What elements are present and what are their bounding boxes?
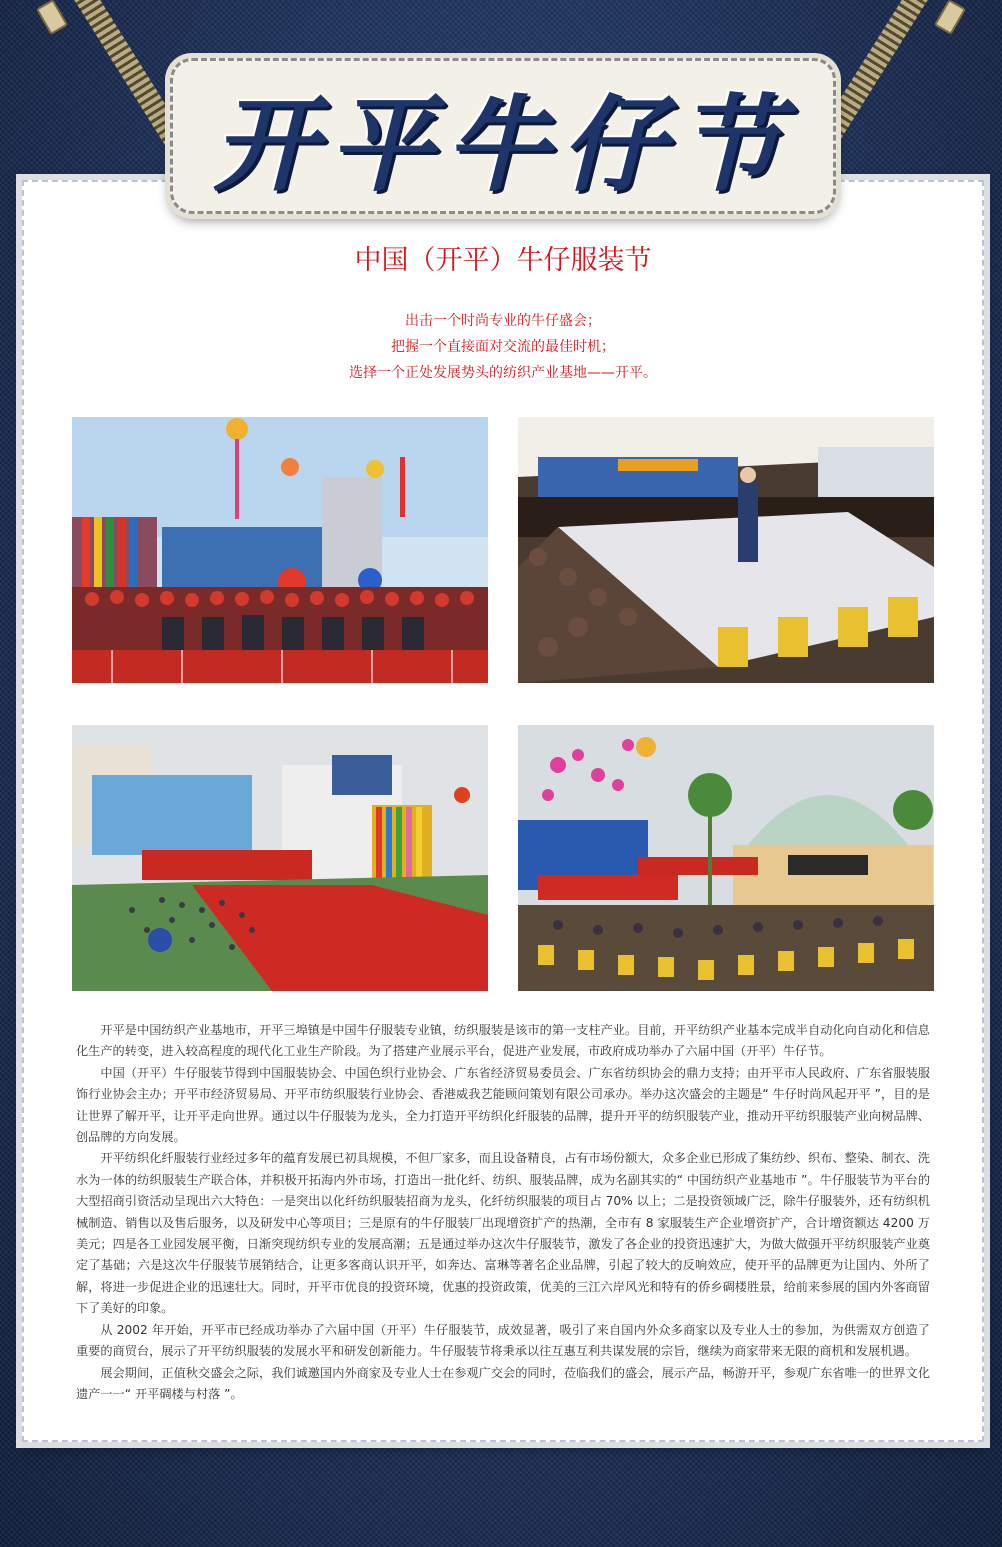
paragraph-5: 展会期间，正值秋交盛会之际，我们诚邀国内外商家及专业人士在参观广交会的同时，莅临我们的盛会，展示产品，畅游开平，参观广东省唯一的世界文化遗产一一“ 开平碉楼与村落 ”。 [76, 1365, 930, 1401]
paragraph-4: 从 2002 年开始，开平市已经成功举办了六届中国（开平）牛仔服装节，成效显著，吸引了来自国内外众多商家以及专业人士的参加，为供需双方创造了重要的商贸台，展示了开平纺织服装的发展水平和研发创新能力。牛仔服装节将秉承以往互惠互利共谋发展的宗旨，继续为商家带来无限的商机和发展机遇。 [76, 1322, 930, 1359]
zipper-pull-right-icon [934, 0, 966, 35]
title-banner [170, 58, 836, 214]
body-text [76, 1020, 930, 1405]
photo-dome-building-ceremony [518, 725, 934, 991]
photo-opening-ceremony [72, 417, 488, 683]
page-headline: 中国（开平）牛仔服装节 [354, 245, 652, 276]
content-card [22, 180, 984, 1442]
banner-title: 开平牛仔节 [212, 84, 793, 206]
slogan-line-1: 出击一个时尚专业的牛仔盛会； [405, 313, 601, 329]
paragraph-3: 开平纺织化纤服装行业经过多年的蕴育发展已初具规模，不但厂家多，而且设备精良，占有市场份额大，众多企业已形成了集纺纱、织布、整染、制衣、洗水为一体的纺织服装生产联合体，并积极开拓海内外市场，打造出一批化纤、纺织、服装品牌，成为名副其实的“ 中国纺织产业基地市 ”。牛仔服装节为平台的大型招商引资活动呈现出六大特色：一是突出以化纤纺织服装招商为龙头，化纤纺织服装的项目占 70% 以上；二是投资领域广泛，除牛仔服装外，还有纺织机械制造、销售以及售后服务，以及研发中心等项目；三是原有的牛仔服装厂出现增资扩产的热潮，全市有 8 家服装生产企业增资扩产，合计增资额达 4200 万美元；四是各工业园发展平衡，日渐突现纺织专业的发展高潮；五是通过举办这次牛仔服装节，激发了各企业的投资迅速扩大，为做大做强开平纺织服装产业奠定了基础；六是这次牛仔服装节展销结合，让更多客商认识开平，如奔达、富琳等著名企业品牌，引起了较大的反响效应，使开平的品牌更为让国内、外所了解，将进一步促进企业的迅速壮大。同时，开平市优良的投资环境，优惠的投资政策，优美的三江六岸风光和特有的侨乡碉楼胜景，给前来参展的国内外客商留下了美好的印象。 [76, 1151, 930, 1316]
paragraph-1: 开平是中国纺织产业基地市，开平三埠镇是中国牛仔服装专业镇，纺织服装是该市的第一支柱产业。目前，开平纺织产业基本完成半自动化向自动化和信息化生产的转变，进入较高程度的现代化工业生产阶段。为了搭建产业展示平台，促进产业发展，市政府成功举办了六届中国（开平）牛仔节。 [76, 1023, 930, 1059]
slogan-line-2: 把握一个直接面对交流的最佳时机； [391, 339, 615, 355]
photo-fashion-runway [518, 417, 934, 683]
zipper-pull-left-icon [36, 0, 68, 35]
paragraph-2: 中国（开平）牛仔服装节得到中国服装协会、中国色织行业协会、广东省经济贸易委员会、广东省纺织协会的鼎力支持；由开平市人民政府、广东省服装服饰行业协会主办；开平市经济贸易局、开平市纺织服装行业协会、香港威我艺能顾问策划有限公司承办。举办这次盛会的主题是“ 牛仔时尚风起开平 ”，目的是让世界了解开平，让开平走向世界。通过以牛仔服装为龙头，全力打造开平纺织化纤服装的品牌，提升开平的纺织服装产业，推动开平纺织服装产业向树品牌、创品牌的方向发展。 [76, 1065, 930, 1145]
photo-aerial-venue [72, 725, 488, 991]
slogan-line-3: 选择一个正处发展势头的纺织产业基地——开平。 [349, 365, 657, 381]
